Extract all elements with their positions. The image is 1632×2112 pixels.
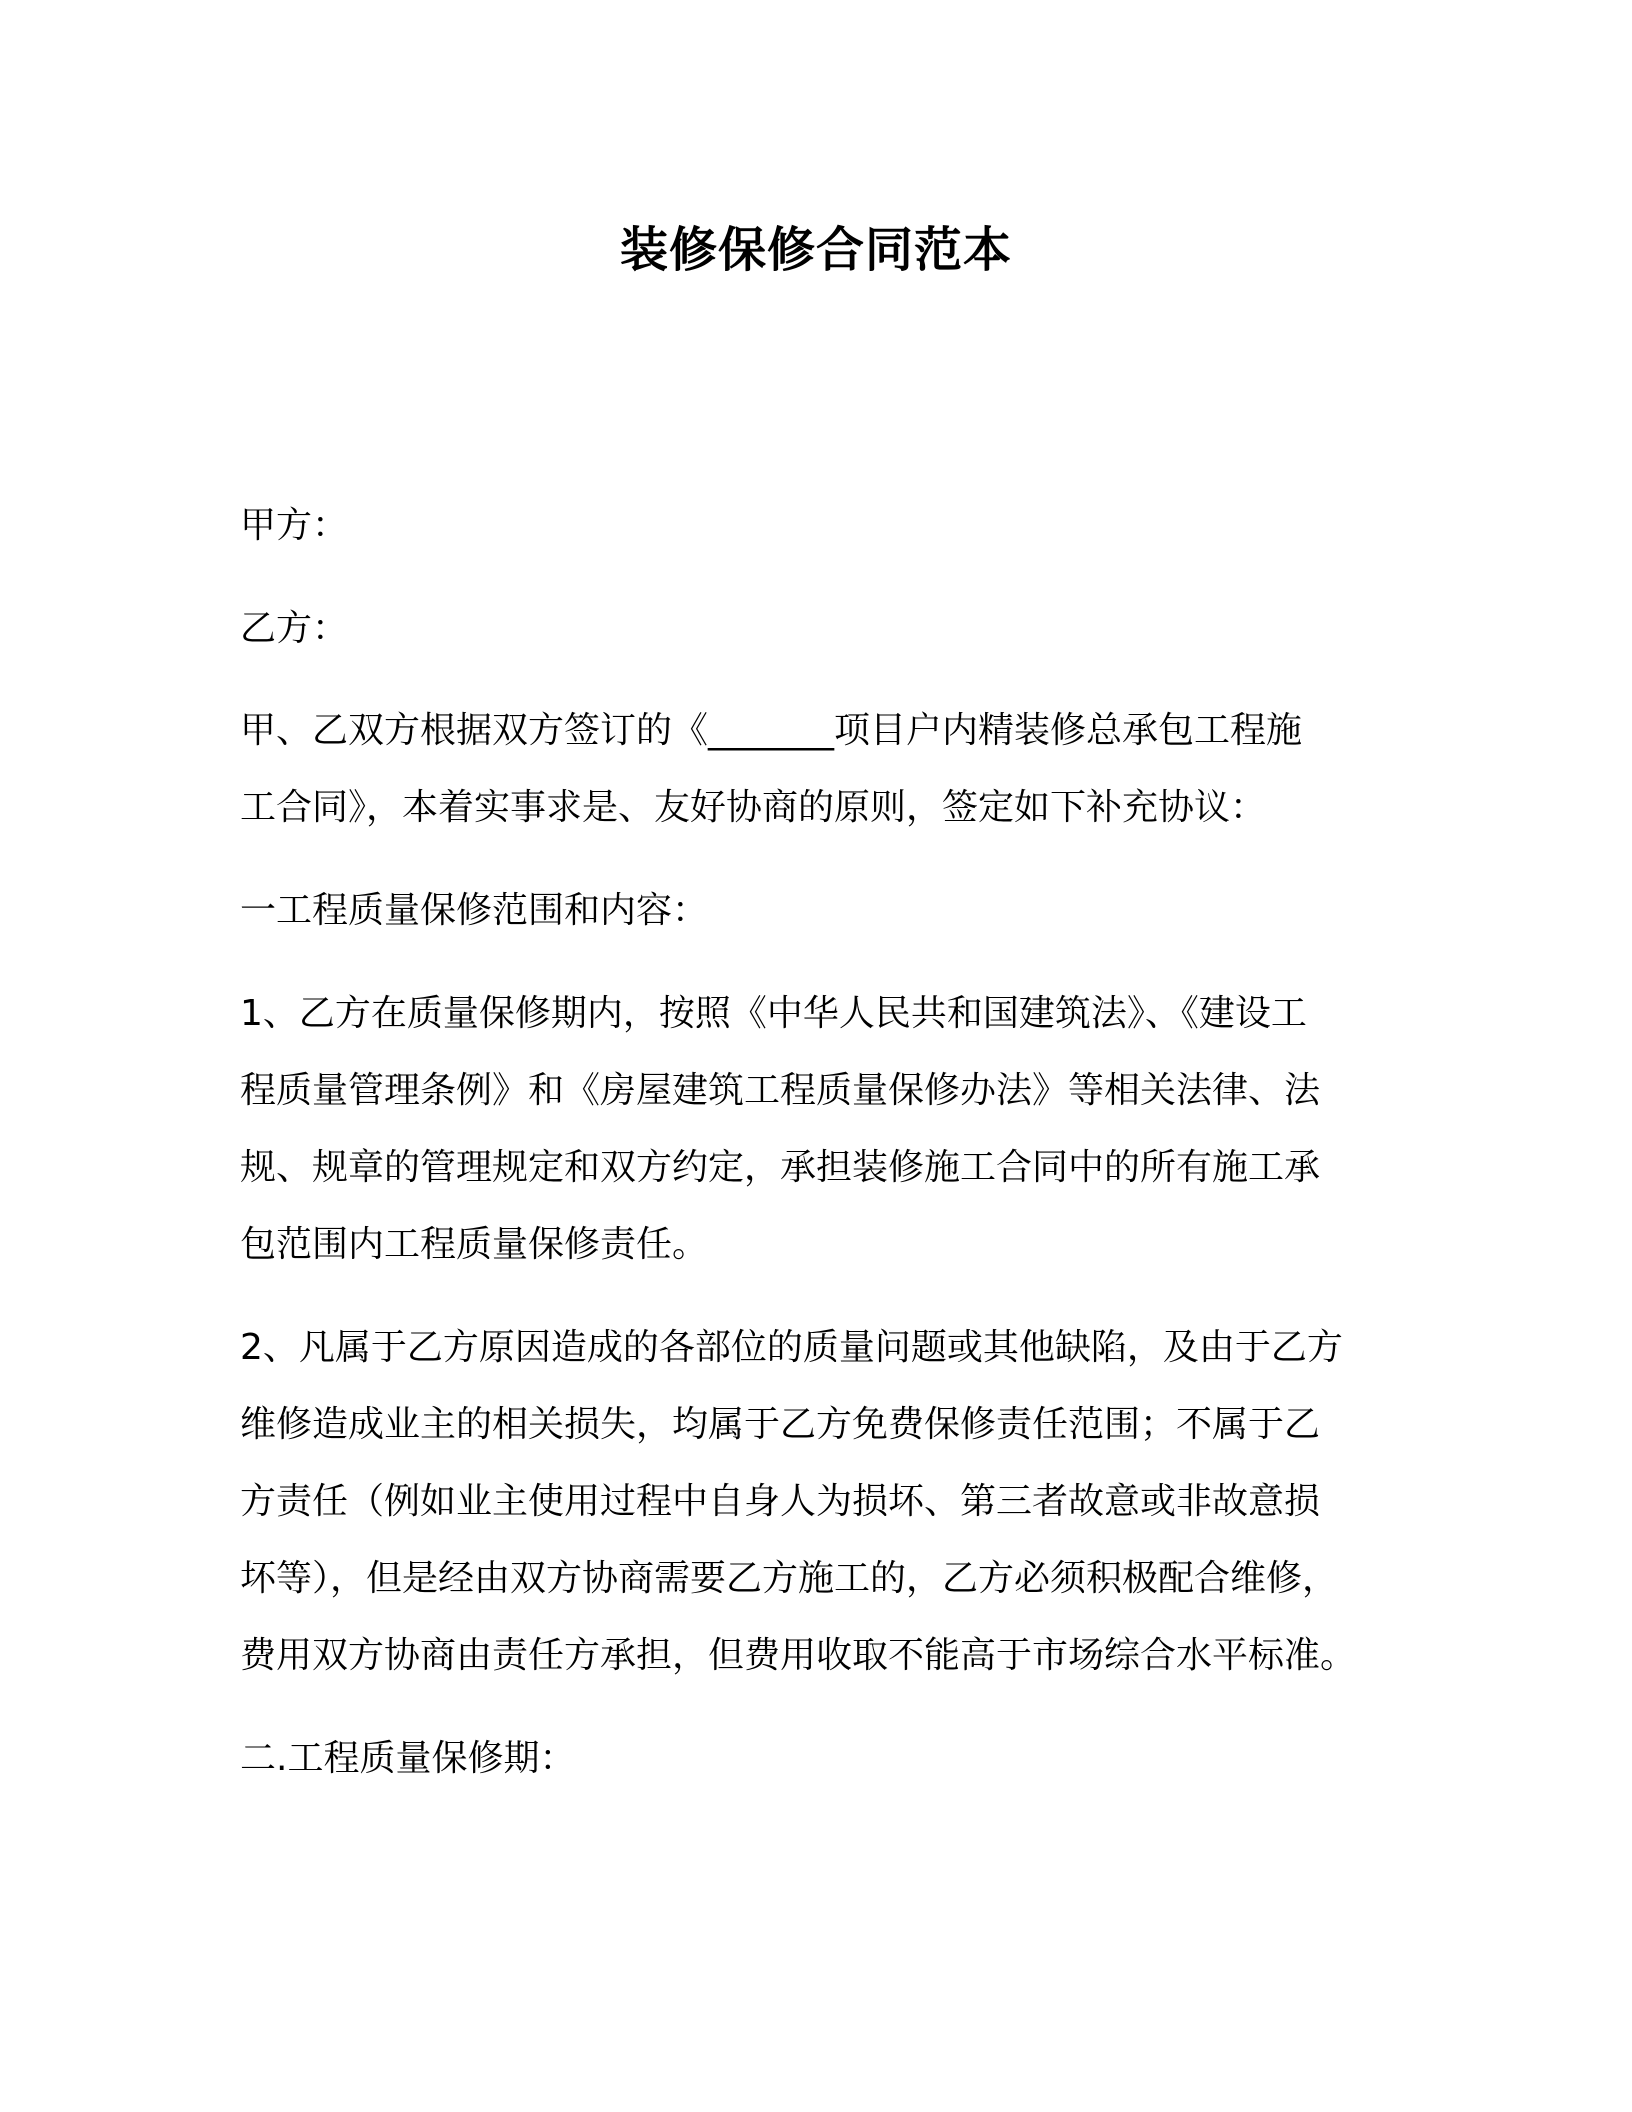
clause-1-line-1: 1、乙方在质量保修期内，按照《中华人民共和国建筑法》、《建设工 [240, 993, 1307, 1034]
intro-paragraph [240, 692, 1385, 846]
intro-line-1: 甲、乙双方根据双方签订的《_______项目户内精装修总承包工程施 [240, 710, 1303, 751]
clause-2-line-5: 费用双方协商由责任方承担，但费用收取不能高于市场综合水平标准。 [240, 1635, 1357, 1676]
section-2-heading-line: 二.工程质量保修期： [240, 1738, 576, 1779]
clause-2-line-1: 2、凡属于乙方原因造成的各部位的质量问题或其他缺陷，及由于乙方 [240, 1327, 1343, 1368]
party-b-line: 乙方： [240, 608, 349, 649]
clause-2-line-2: 维修造成业主的相关损失，均属于乙方免费保修责任范围；不属于乙 [240, 1404, 1321, 1445]
clause-1-paragraph [240, 975, 1385, 1283]
party-a-line: 甲方： [240, 505, 349, 546]
clause-1-line-3: 规、规章的管理规定和双方约定，承担装修施工合同中的所有施工承 [240, 1147, 1321, 1188]
clause-1-line-2: 程质量管理条例》和《房屋建筑工程质量保修办法》等相关法律、法 [240, 1070, 1321, 1111]
section-1-heading-line: 一工程质量保修范围和内容： [240, 890, 709, 931]
party-a-label [240, 487, 1385, 564]
party-b-label [240, 590, 1385, 667]
clause-1-line-4: 包范围内工程质量保修责任。 [240, 1224, 709, 1265]
document-title: 装修保修合同范本 [619, 222, 1012, 278]
clause-2-line-3: 方责任（例如业主使用过程中自身人为损坏、第三者故意或非故意损 [240, 1481, 1321, 1522]
intro-line-2: 工合同》，本着实事求是、友好协商的原则，签定如下补充协议： [240, 787, 1267, 828]
section-2-heading [240, 1720, 1385, 1797]
clause-2-line-4: 坏等），但是经由双方协商需要乙方施工的，乙方必须积极配合维修， [240, 1558, 1339, 1599]
section-1-heading [240, 872, 1385, 949]
clause-2-paragraph [240, 1309, 1385, 1694]
